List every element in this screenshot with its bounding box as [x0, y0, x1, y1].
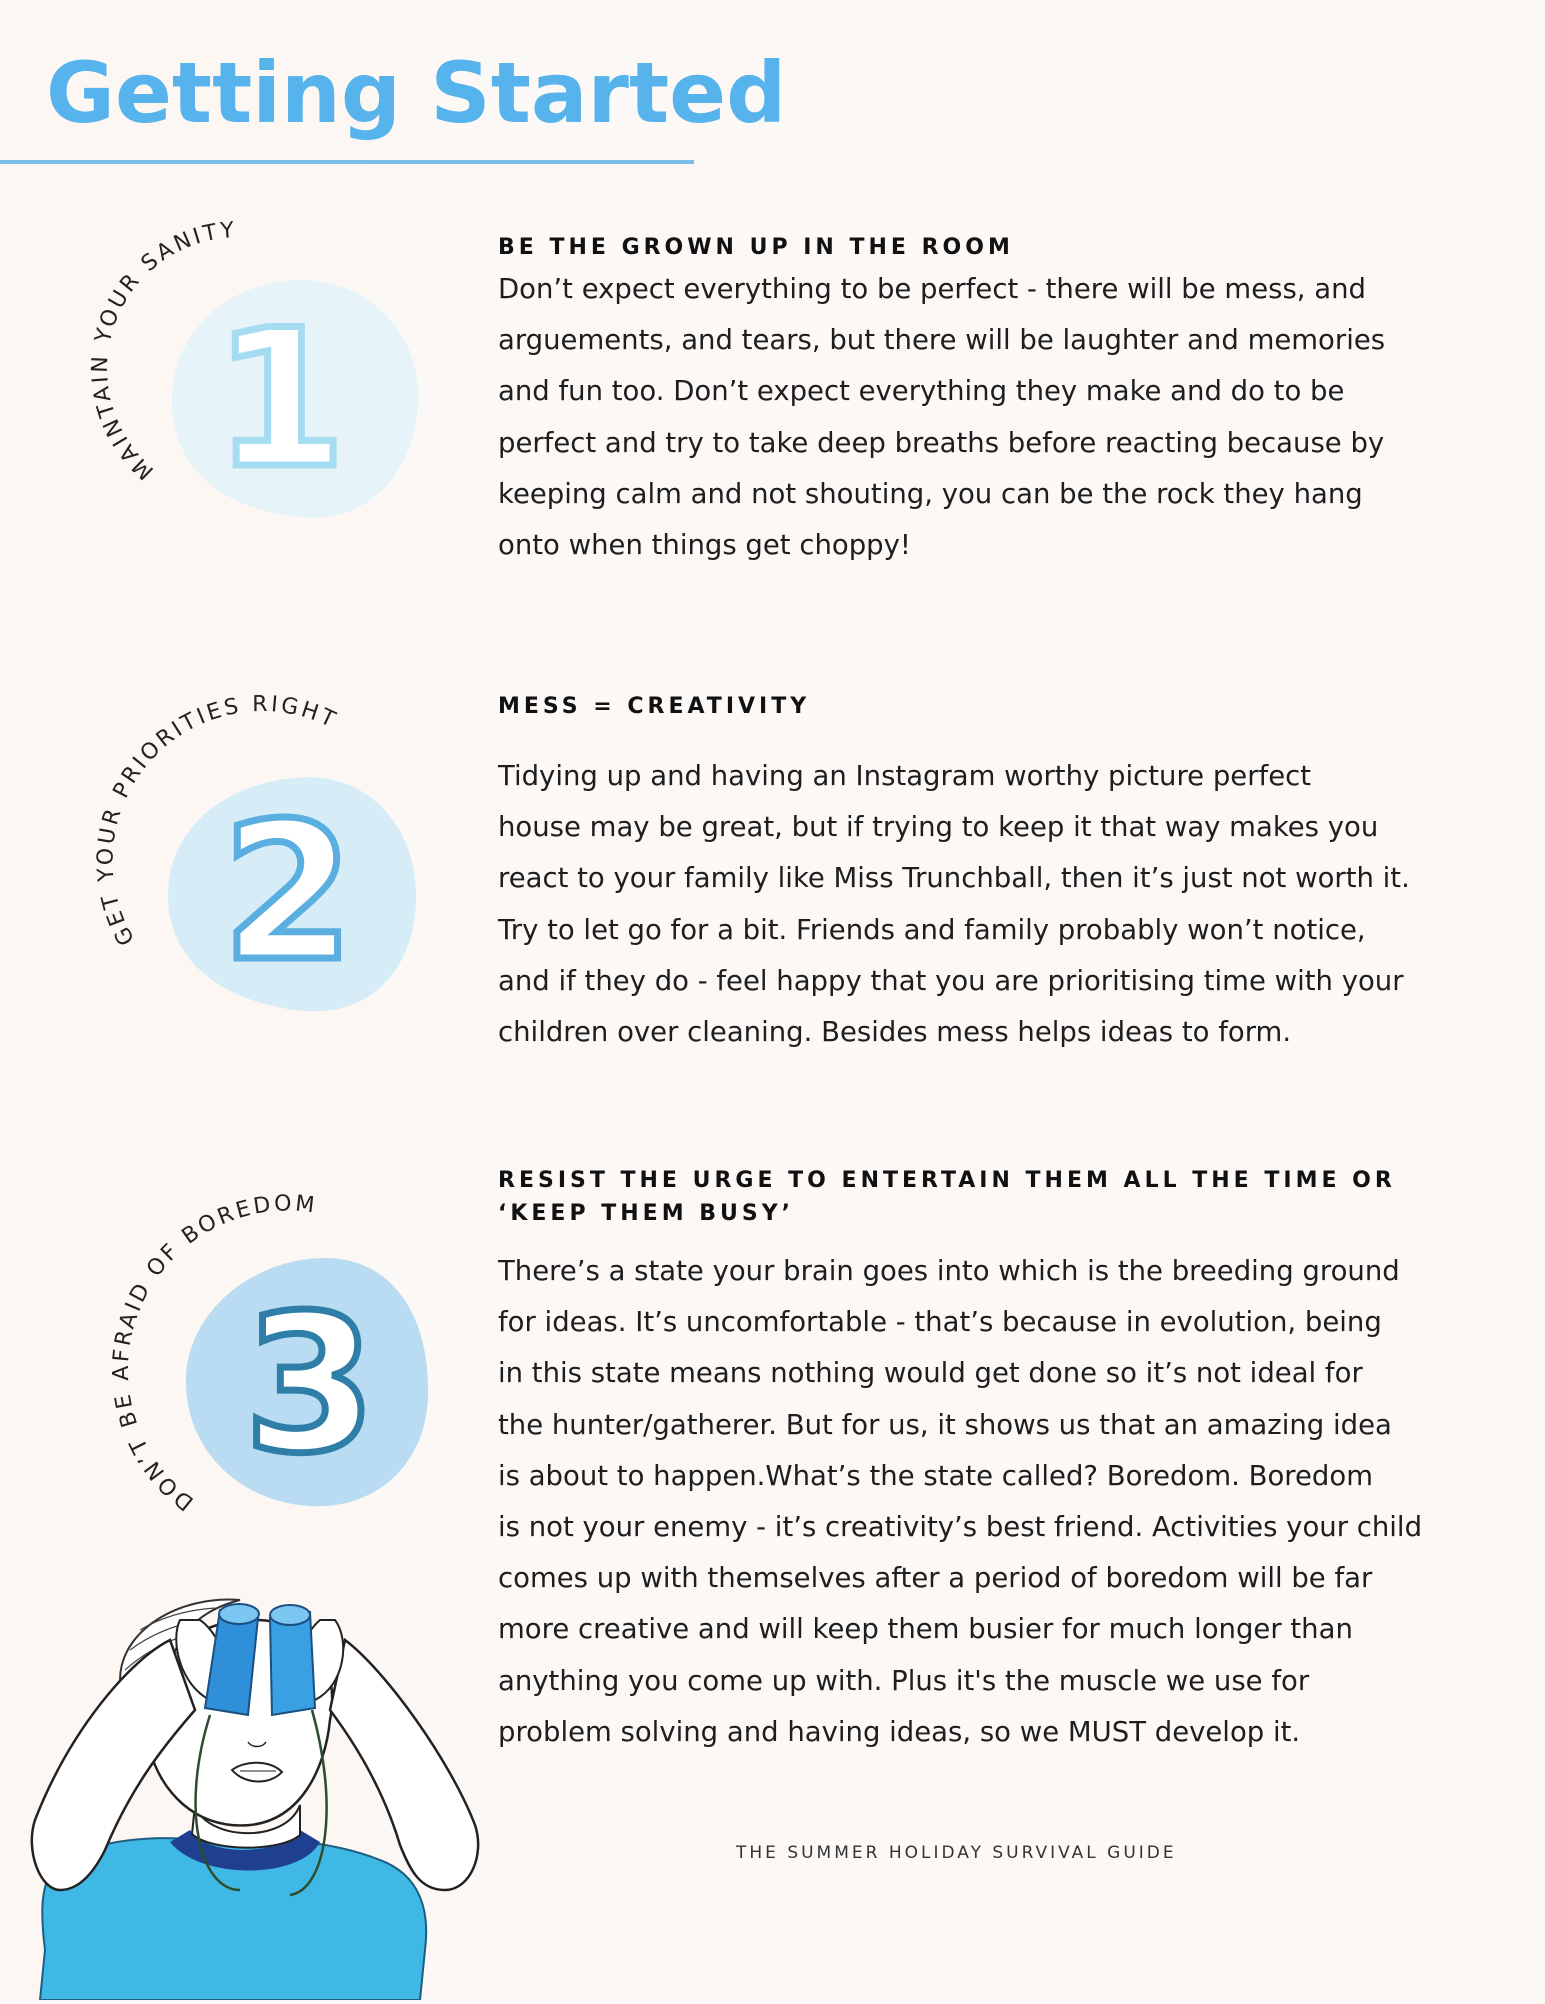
footer-text: THE SUMMER HOLIDAY SURVIVAL GUIDE — [736, 1843, 1177, 1863]
section-1-line: and fun too. Don’t expect everything they make and do to be — [498, 375, 1345, 408]
section-1-line: keeping calm and not shouting, you can be the rock they hang — [498, 477, 1363, 510]
section-3-line: anything you come up with. Plus it's the muscle we use for — [498, 1664, 1310, 1697]
section-3-body — [498, 1246, 1458, 1758]
section-3-line: in this state means nothing would get done so it’s not ideal for — [498, 1357, 1363, 1390]
section-3-line: comes up with themselves after a period of boredom will be far — [498, 1562, 1373, 1595]
section-3-line: There’s a state your brain goes into which is the breeding ground — [498, 1255, 1400, 1287]
section-2-line: house may be great, but if trying to keep it that way makes you — [498, 811, 1379, 844]
badge-2 — [93, 691, 440, 1040]
section-2-line: children over cleaning. Besides mess helps ideas to form. — [498, 1016, 1292, 1049]
section-2-heading: MESS = CREATIVITY — [498, 694, 811, 719]
badge-1 — [87, 217, 440, 545]
child-with-binoculars-illustration — [0, 1590, 540, 2004]
section-1-line: onto when things get choppy! — [498, 529, 911, 562]
section-3 — [498, 1164, 1458, 1758]
section-1-line: perfect and try to take deep breaths before reacting because by — [498, 426, 1385, 459]
badge-3-arc-label: DON’T BE AFRAID OF BOREDOM — [108, 1191, 319, 1516]
section-3-line: is about to happen.What’s the state called? Boredom. Boredom — [498, 1459, 1373, 1492]
badge-3-number: 3 — [243, 1274, 377, 1495]
section-3-line: more creative and will keep them busier for much longer than — [498, 1613, 1353, 1646]
section-2-line: and if they do - feel happy that you are prioritising time with your — [498, 964, 1404, 997]
section-3-line: is not your enemy - it’s creativity’s best friend. Activities your child — [498, 1511, 1423, 1544]
badge-1-arc-label: MAINTAIN YOUR SANITY — [87, 217, 238, 484]
section-3-line: the hunter/gatherer. But for us, it shows us that an amazing idea — [498, 1408, 1392, 1441]
badge-1-number: 1 — [213, 289, 347, 510]
section-1-line: arguements, and tears, but there will be laughter and memories — [498, 324, 1386, 357]
section-3-heading: RESIST THE URGE TO ENTERTAIN THEM ALL THE TIME OR ‘KEEP THEM BUSY’ — [498, 1168, 1396, 1226]
section-2 — [498, 690, 1458, 1058]
section-1 — [498, 231, 1458, 571]
page-title: Getting Started — [46, 44, 787, 142]
badge-2-arc-label: GET YOUR PRIORITIES RIGHT — [93, 691, 342, 950]
section-3-line: problem solving and having ideas, so we MUST develop it. — [498, 1715, 1301, 1748]
section-1-body — [498, 264, 1458, 571]
section-1-heading: BE THE GROWN UP IN THE ROOM — [498, 235, 1014, 260]
badge-3 — [108, 1191, 460, 1530]
section-2-line: react to your family like Miss Trunchball, then it’s just not worth it. — [498, 862, 1410, 895]
section-2-body — [498, 751, 1458, 1058]
section-3-line: for ideas. It’s uncomfortable - that’s because in evolution, being — [498, 1306, 1382, 1339]
title-underline — [0, 160, 694, 164]
section-1-line: Don’t expect everything to be perfect - there will be mess, and — [498, 273, 1366, 305]
section-2-line: Tidying up and having an Instagram worthy picture perfect — [498, 760, 1312, 792]
badge-2-number: 2 — [221, 782, 355, 1003]
section-2-line: Try to let go for a bit. Friends and family probably won’t notice, — [498, 913, 1366, 946]
